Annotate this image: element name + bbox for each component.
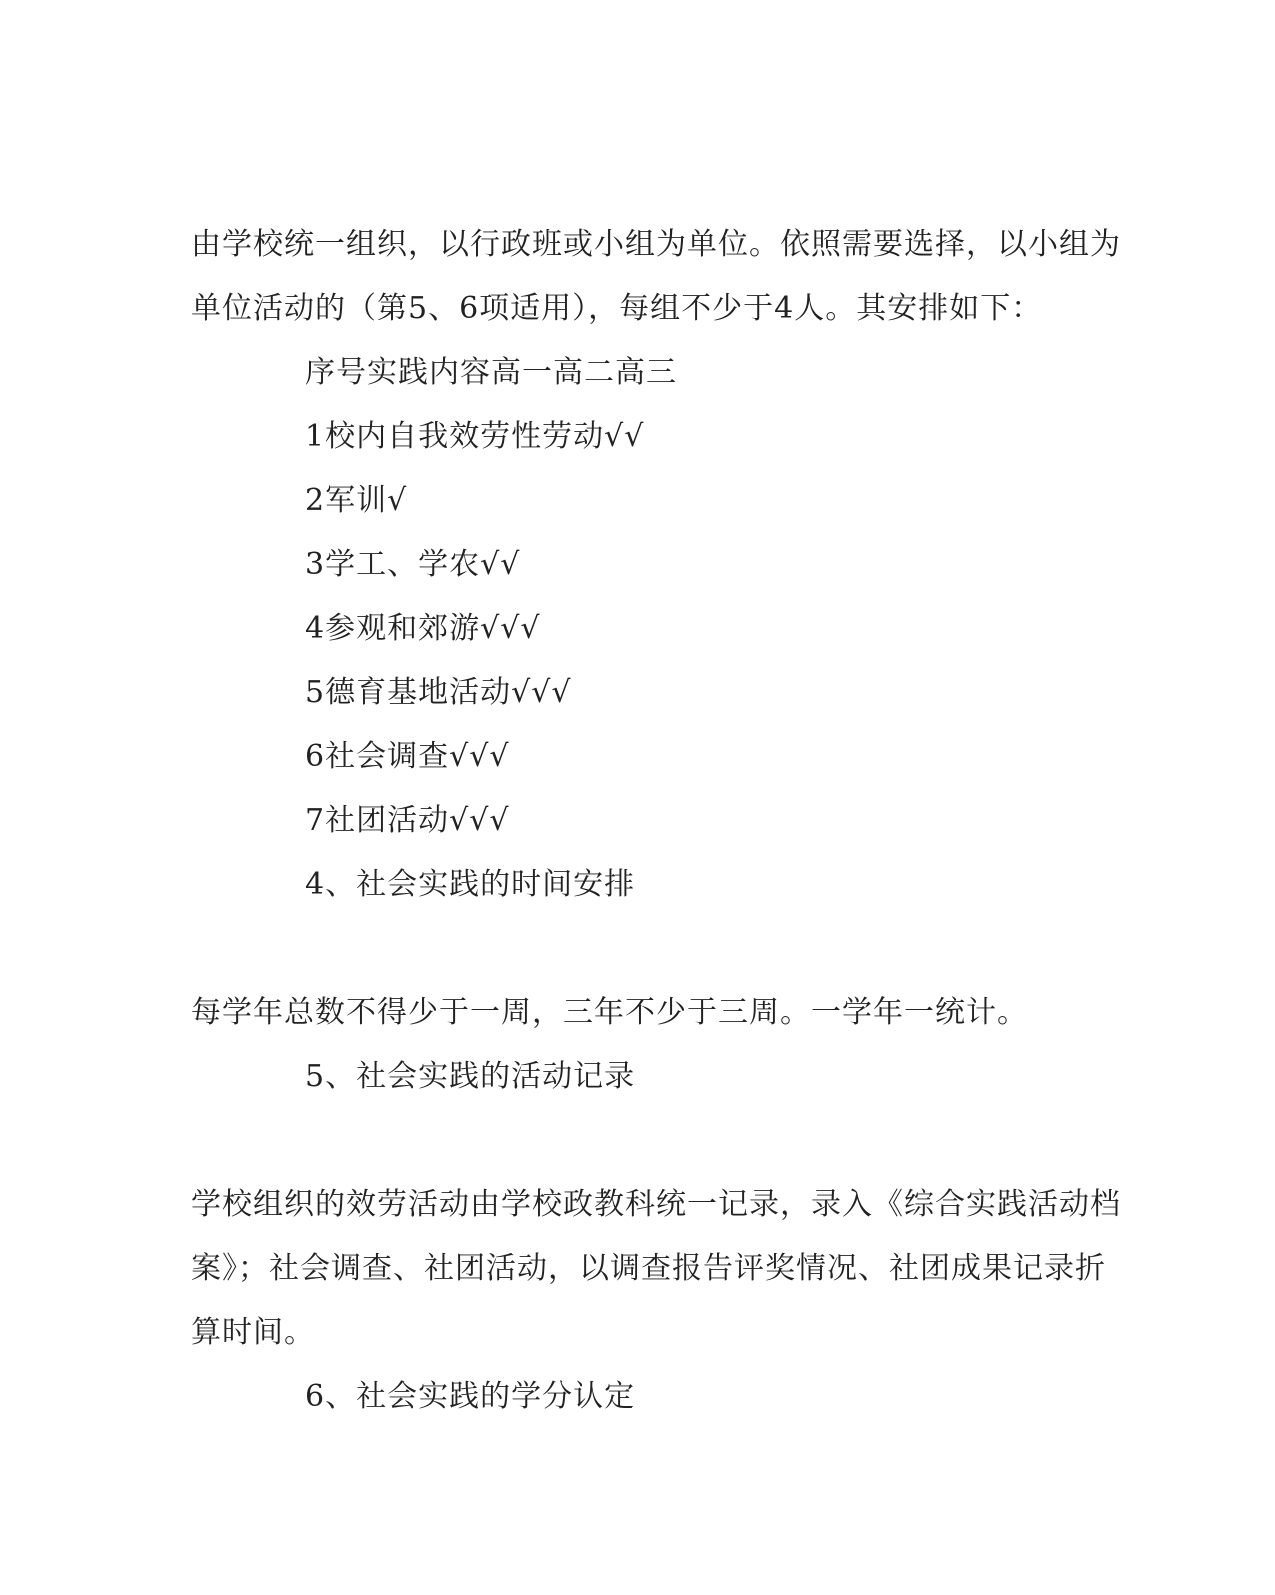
section-heading: 5、社会实践的活动记录 — [305, 1059, 636, 1094]
table-row: 2军训√ — [305, 483, 408, 518]
paragraph-line: 由学校统一组织，以行政班或小组为单位。依照需要选择，以小组为 — [191, 227, 1121, 262]
table-row: 5德育基地活动√√√ — [305, 675, 572, 710]
section-heading: 4、社会实践的时间安排 — [305, 867, 636, 902]
paragraph-line: 学校组织的效劳活动由学校政教科统一记录，录入《综合实践活动档 — [191, 1187, 1121, 1222]
paragraph-line: 单位活动的（第5、6项适用），每组不少于4人。其安排如下： — [191, 291, 1043, 326]
table-row: 7社团活动√√√ — [305, 803, 510, 838]
table-header: 序号实践内容高一高二高三 — [305, 355, 677, 390]
paragraph-line: 算时间。 — [191, 1315, 315, 1350]
table-row: 3学工、学农√√ — [305, 547, 521, 582]
table-row: 1校内自我效劳性劳动√√ — [305, 419, 645, 454]
table-row: 6社会调查√√√ — [305, 739, 510, 774]
table-row: 4参观和郊游√√√ — [305, 611, 541, 646]
section-heading: 6、社会实践的学分认定 — [305, 1379, 636, 1414]
paragraph-line: 案》；社会调查、社团活动，以调查报告评奖情况、社团成果记录折 — [191, 1251, 1106, 1286]
paragraph-line: 每学年总数不得少于一周，三年不少于三周。一学年一统计。 — [191, 995, 1028, 1030]
